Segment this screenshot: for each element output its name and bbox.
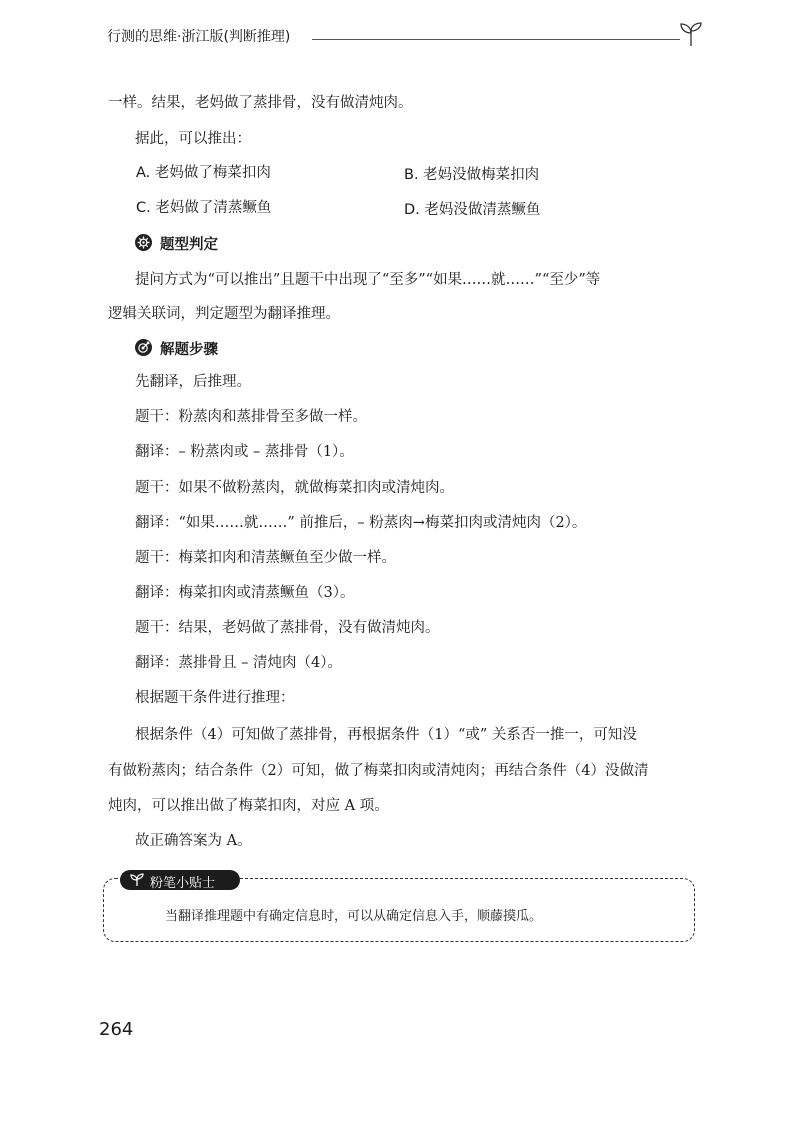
paragraph-line: 题干：结果，老妈做了蒸排骨，没有做清炖肉。 — [135, 620, 440, 636]
option-a: A. 老妈做了梅菜扣肉 — [136, 165, 271, 181]
paragraph-line: 翻译：– 粉蒸肉或 – 蒸排骨（1）。 — [135, 444, 354, 460]
paragraph-line: 有做粉蒸肉；结合条件（2）可知，做了梅菜扣肉或清炖肉；再结合条件（4）没做清 — [108, 763, 649, 779]
sprout-icon — [676, 18, 706, 48]
paragraph-line: 题干：粉蒸肉和蒸排骨至多做一样。 — [135, 409, 367, 425]
paragraph-line: 翻译：“如果……就……” 前推后，– 粉蒸肉→梅菜扣肉或清炖肉（2）。 — [135, 515, 587, 531]
paragraph-line: 提问方式为“可以推出”且题干中出现了“至多”“如果……就……”“至少”等 — [135, 272, 601, 288]
tip-tag — [120, 870, 240, 890]
option-c: C. 老妈做了清蒸鳜鱼 — [136, 200, 272, 216]
section-title: 题型判定 — [160, 237, 218, 253]
section-title: 解题步骤 — [160, 342, 218, 358]
paragraph-line: 题干：如果不做粉蒸肉，就做梅菜扣肉或清炖肉。 — [135, 480, 454, 496]
paragraph-line: 根据题干条件进行推理： — [135, 690, 295, 706]
question-stem-tail: 一样。结果，老妈做了蒸排骨，没有做清炖肉。 — [108, 95, 413, 111]
paragraph-line: 先翻译，后推理。 — [135, 374, 251, 390]
option-b: B. 老妈没做梅菜扣肉 — [404, 167, 540, 183]
running-header — [107, 18, 707, 48]
paragraph-line: 翻译：蒸排骨且 – 清炖肉（4）。 — [135, 655, 342, 671]
option-d: D. 老妈没做清蒸鳜鱼 — [404, 202, 541, 218]
conclusion-line: 故正确答案为 A。 — [135, 833, 252, 849]
sprout-icon — [129, 873, 145, 887]
question-prompt: 据此，可以推出： — [135, 131, 251, 147]
paragraph-line: 炖肉，可以推出做了梅菜扣肉，对应 A 项。 — [108, 798, 389, 814]
page-number: 264 — [99, 1019, 134, 1040]
tip-tag-label: 粉笔小贴士 — [150, 876, 216, 891]
paragraph-line: 逻辑关联词，判定题型为翻译推理。 — [108, 306, 340, 322]
paragraph-line: 题干：梅菜扣肉和清蒸鳜鱼至少做一样。 — [135, 550, 396, 566]
target-icon — [135, 339, 152, 356]
paragraph-line: 翻译：梅菜扣肉或清蒸鳜鱼（3）。 — [135, 585, 355, 601]
header-title: 行测的思维·浙江版(判断推理) — [107, 29, 291, 45]
header-rule — [312, 39, 680, 40]
paragraph-line: 根据条件（4）可知做了蒸排骨，再根据条件（1）“或” 关系否一推一，可知没 — [135, 727, 637, 743]
gear-icon — [135, 234, 152, 251]
tip-text: 当翻译推理题中有确定信息时，可以从确定信息入手，顺藤摸瓜。 — [165, 909, 543, 924]
